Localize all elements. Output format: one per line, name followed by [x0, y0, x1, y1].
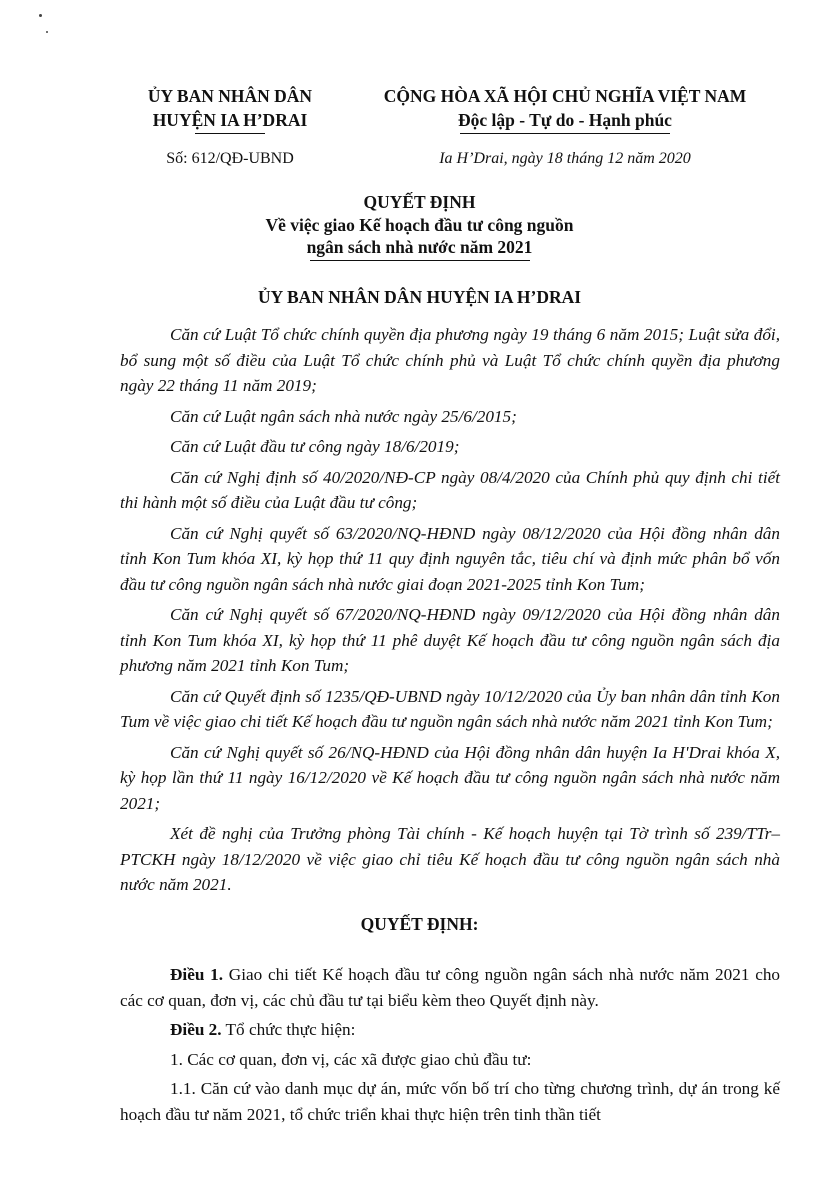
ground-paragraph: Căn cứ Nghị quyết số 63/2020/NQ-HĐND ngày 08/12/2020 của Hội đồng nhân dân tỉnh Kon Tum khóa XI, kỳ họp thứ 11 quy định nguyên tắc, tiêu chí và định mức phân bổ vốn đầu tư công nguồn ngân sách nhà nước giai đoạn 2021-2025 tỉnh Kon Tum;: [120, 523, 780, 594]
ground-paragraph: Căn cứ Luật Tổ chức chính quyền địa phương ngày 19 tháng 6 năm 2015; Luật sửa đổi, bổ sung một số điều của Luật Tổ chức chính phủ và Luật Tổ chức chính quyền địa phương ngày 22 tháng 11 năm 2019;: [120, 325, 780, 395]
article-1-text: Giao chi tiết Kế hoạch đầu tư công nguồn ngân sách nhà nước năm 2021 cho các cơ quan, đơn vị, các chủ đầu tư tại biểu kèm theo Quyết định này.: [120, 965, 781, 1010]
articles: [120, 962, 780, 1131]
scan-speck: [46, 31, 48, 33]
subject-underline: [310, 260, 530, 261]
issuer-line-2: HUYỆN IA H’DRAI: [152, 110, 308, 130]
ground-paragraph: Căn cứ Nghị quyết số 67/2020/NQ-HĐND ngày 09/12/2020 của Hội đồng nhân dân tỉnh Kon Tum khóa XI, kỳ họp thứ 11 phê duyệt Kế hoạch đầu tư công nguồn ngân sách địa phương năm 2021 tỉnh Kon Tum;: [120, 605, 780, 675]
article-1: [120, 962, 780, 1013]
nation-line-2: Độc lập - Tự do - Hạnh phúc: [458, 110, 672, 130]
ground-paragraph: Căn cứ Luật ngân sách nhà nước ngày 25/6/2015;: [170, 406, 517, 426]
article-2-item-1-1: 1.1. Căn cứ vào danh mục dự án, mức vốn bố trí cho từng chương trình, dự án trong kế hoạch đầu tư năm 2021, tổ chức triển khai thực hiện trên tinh thần tiết: [120, 1079, 780, 1124]
subject-line-2: ngân sách nhà nước năm 2021: [306, 237, 533, 257]
ground-paragraph: Căn cứ Quyết định số 1235/QĐ-UBND ngày 10/12/2020 của Ủy ban nhân dân tỉnh Kon Tum về việc giao chi tiết Kế hoạch đầu tư nguồn ngân sách nhà nước năm 2021 tỉnh Kon Tum;: [120, 686, 780, 731]
document-number: Số: 612/QĐ-UBND: [166, 150, 294, 167]
ground-paragraph: Căn cứ Luật đầu tư công ngày 18/6/2019;: [170, 437, 460, 456]
ground-paragraph: Căn cứ Nghị quyết số 26/NQ-HĐND của Hội đồng nhân dân huyện Ia H'Drai khóa X, kỳ họp lần thứ 11 ngày 16/12/2020 về Kế hoạch đầu tư công nguồn ngân sách nhà nước năm 2021;: [120, 742, 780, 813]
title-block: [0, 190, 839, 309]
decision-heading: QUYẾT ĐỊNH:: [360, 914, 479, 934]
place-date: Ia H’Drai, ngày 18 tháng 12 năm 2020: [439, 150, 691, 167]
article-2-text: Tổ chức thực hiện:: [221, 1020, 356, 1039]
nation-line-1: CỘNG HÒA XÃ HỘI CHỦ NGHĨA VIỆT NAM: [383, 86, 747, 106]
nation-underline: [460, 133, 670, 134]
issuer-block: [120, 84, 340, 170]
article-2-label: Điều 2.: [170, 1020, 222, 1039]
article-2: [120, 1017, 780, 1043]
legal-grounds: [120, 322, 780, 903]
document-type: QUYẾT ĐỊNH: [363, 192, 476, 212]
article-2-item-1: 1. Các cơ quan, đơn vị, các xã được giao chủ đầu tư:: [170, 1049, 532, 1069]
scan-speck: [39, 14, 42, 17]
issuing-authority: ỦY BAN NHÂN DÂN HUYỆN IA H’DRAI: [257, 287, 582, 307]
article-1-label: Điều 1.: [170, 965, 224, 984]
issuer-line-1: ỦY BAN NHÂN DÂN: [147, 86, 313, 106]
issuer-underline: [195, 133, 265, 134]
ground-paragraph: Xét đề nghị của Trưởng phòng Tài chính - Kế hoạch huyện tại Tờ trình số 239/TTr–PTCKH ngày 18/12/2020 về việc giao chỉ tiêu Kế hoạch đầu tư công nguồn ngân sách nhà nước năm 2021.: [120, 824, 780, 894]
document-header: [0, 84, 839, 167]
nation-block: [350, 84, 780, 170]
ground-paragraph: Căn cứ Nghị định số 40/2020/NĐ-CP ngày 08/4/2020 của Chính phủ quy định chi tiết thi hành một số điều của Luật đầu tư công;: [120, 467, 780, 512]
subject-line-1: Về việc giao Kế hoạch đầu tư công nguồn: [265, 215, 574, 235]
